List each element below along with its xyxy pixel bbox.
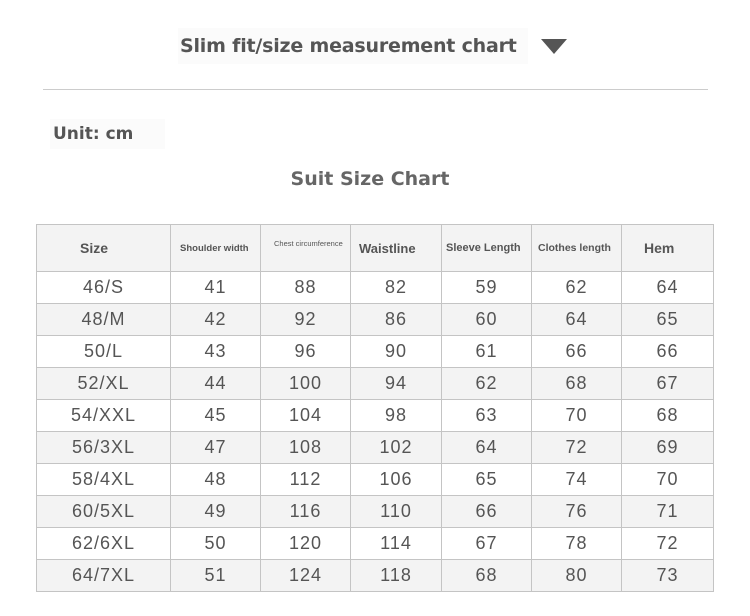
table-cell: 71 [622,496,714,528]
triangle-down-icon [541,39,567,54]
header-size: Size [37,225,171,272]
header-clothes-length: Clothes length [532,225,622,272]
table-cell: 70 [622,464,714,496]
table-cell: 110 [351,496,442,528]
table-cell: 68 [442,560,532,592]
header-chest-circumference-label: Chest circumference [274,239,343,248]
table-cell: 114 [351,528,442,560]
table-cell: 98 [351,400,442,432]
table-cell: 88 [261,272,351,304]
table-row [37,464,714,496]
table-cell: 41 [171,272,261,304]
table-row [37,528,714,560]
table-cell: 48 [171,464,261,496]
table-cell: 60/5XL [37,496,171,528]
table-row [37,496,714,528]
header-chest-circumference [261,225,351,272]
table-row [37,304,714,336]
header-sleeve-length: Sleeve Length [442,225,532,272]
table-cell: 90 [351,336,442,368]
header-waistline: Waistline [351,225,442,272]
table-cell: 116 [261,496,351,528]
table-cell: 108 [261,432,351,464]
table-cell: 50 [171,528,261,560]
unit-label: Unit: cm [53,124,134,144]
table-cell: 54/XXL [37,400,171,432]
table-cell: 86 [351,304,442,336]
table-cell: 62 [442,368,532,400]
table-cell: 64 [442,432,532,464]
table-cell: 96 [261,336,351,368]
table-cell: 62/6XL [37,528,171,560]
table-row [37,432,714,464]
table-cell: 66 [532,336,622,368]
table-cell: 106 [351,464,442,496]
table-cell: 66 [622,336,714,368]
table-cell: 64 [532,304,622,336]
table-cell: 74 [532,464,622,496]
table-cell: 66 [442,496,532,528]
chart-title: Suit Size Chart [290,168,450,190]
table-cell: 61 [442,336,532,368]
table-cell: 70 [532,400,622,432]
divider [43,89,708,90]
table-cell: 92 [261,304,351,336]
table-cell: 63 [442,400,532,432]
table-cell: 76 [532,496,622,528]
table-cell: 65 [622,304,714,336]
table-cell: 120 [261,528,351,560]
table-cell: 43 [171,336,261,368]
table-row [37,272,714,304]
table-cell: 46/S [37,272,171,304]
table-cell: 104 [261,400,351,432]
table-cell: 48/M [37,304,171,336]
table-row [37,400,714,432]
table-cell: 73 [622,560,714,592]
table-cell: 42 [171,304,261,336]
table-row [37,368,714,400]
table-cell: 68 [532,368,622,400]
table-cell: 56/3XL [37,432,171,464]
size-table [36,224,714,592]
table-cell: 124 [261,560,351,592]
table-cell: 94 [351,368,442,400]
table-header-row [37,225,714,272]
table-cell: 72 [532,432,622,464]
page-title: Slim fit/size measurement chart [180,35,517,57]
table-cell: 68 [622,400,714,432]
table-cell: 50/L [37,336,171,368]
table-cell: 67 [622,368,714,400]
table-cell: 102 [351,432,442,464]
header-shoulder-width: Shoulder width [171,225,261,272]
table-cell: 47 [171,432,261,464]
table-cell: 60 [442,304,532,336]
table-cell: 64/7XL [37,560,171,592]
table-cell: 45 [171,400,261,432]
table-cell: 52/XL [37,368,171,400]
table-row [37,560,714,592]
table-cell: 78 [532,528,622,560]
table-cell: 118 [351,560,442,592]
table-cell: 69 [622,432,714,464]
header-hem: Hem [622,225,714,272]
header-banner [178,28,528,64]
table-cell: 72 [622,528,714,560]
table-cell: 58/4XL [37,464,171,496]
table-cell: 65 [442,464,532,496]
table-cell: 82 [351,272,442,304]
table-cell: 112 [261,464,351,496]
table-cell: 44 [171,368,261,400]
table-cell: 49 [171,496,261,528]
unit-box [50,119,165,149]
table-cell: 67 [442,528,532,560]
table-cell: 51 [171,560,261,592]
table-body [37,272,714,592]
table-cell: 59 [442,272,532,304]
table-row [37,336,714,368]
table-cell: 80 [532,560,622,592]
table-cell: 100 [261,368,351,400]
table-cell: 62 [532,272,622,304]
table-cell: 64 [622,272,714,304]
